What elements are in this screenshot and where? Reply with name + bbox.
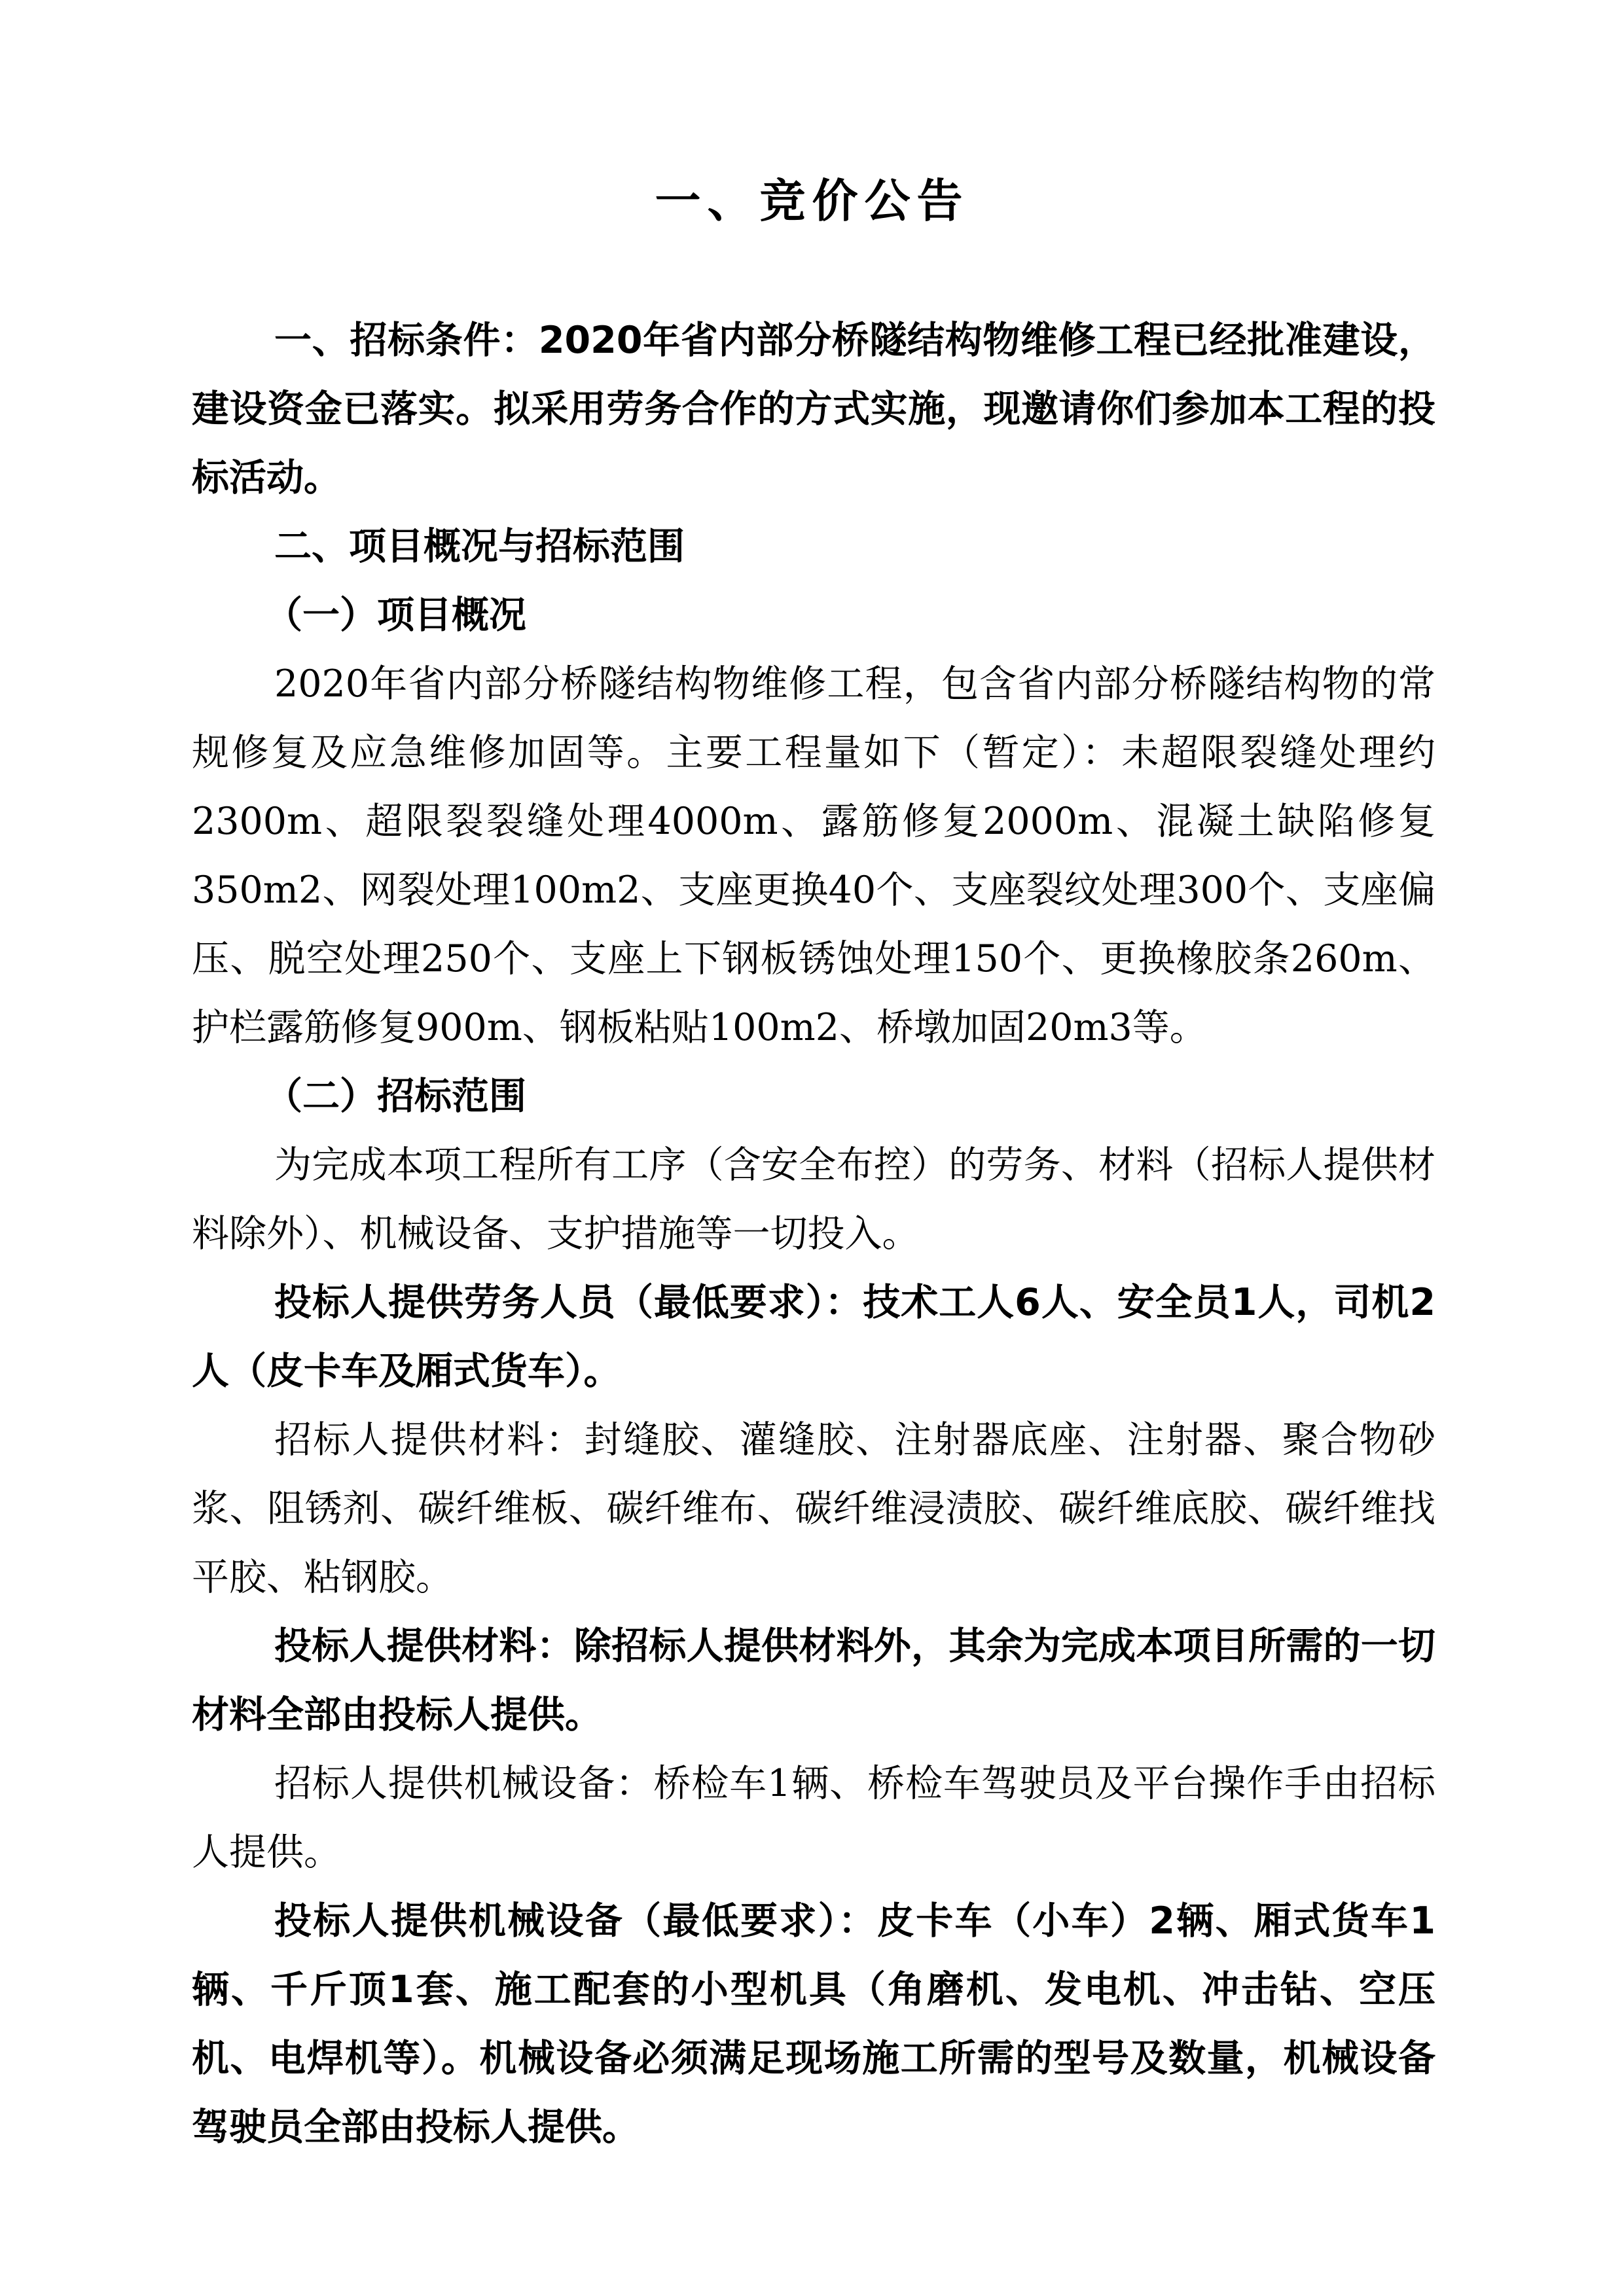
paragraph-owner-equipment: 招标人提供机械设备：桥检车1辆、桥检车驾驶员及平台操作手由招标人提供。: [192, 1762, 1435, 1874]
paragraph-bidding-conditions: 一、招标条件：2020年省内部分桥隧结构物维修工程已经批准建设，建设资金已落实。拟采用劳务合作的方式实施，现邀请你们参加本工程的投标活动。: [192, 319, 1435, 499]
paragraph-bidder-equipment: 投标人提供机械设备（最低要求）：皮卡车（小车）2辆、厢式货车1辆、千斤顶1套、施工配套的小型机具（角磨机、发电机、冲击钻、空压机、电焊机等）。机械设备必须满足现场施工所需的型号及数量，机械设备驾驶员全部由投标人提供。: [192, 1899, 1435, 2149]
subheading-bidding-scope: （二）招标范围: [265, 1075, 526, 1118]
paragraph-project-overview: 2020年省内部分桥隧结构物维修工程，包含省内部分桥隧结构物的常规修复及应急维修加固等。主要工程量如下（暂定）：未超限裂缝处理约2300m、超限裂裂缝处理4000m、露筋修复2000m、混凝土缺陷修复350m2、网裂处理100m2、支座更换40个、支座裂纹处理300个、支座偏压、脱空处理250个、支座上下钢板锈蚀处理150个、更换橡胶条260m、护栏露筋修复900m、钢板粘贴100m2、桥墩加固20m3等。: [192, 662, 1435, 1049]
document-body: [192, 306, 1435, 2162]
paragraph-bidding-scope: 为完成本项工程所有工序（含安全布控）的劳务、材料（招标人提供材料除外）、机械设备、支护措施等一切投入。: [192, 1143, 1435, 1255]
paragraph-owner-materials: 招标人提供材料：封缝胶、灌缝胶、注射器底座、注射器、聚合物砂浆、阻锈剂、碳纤维板、碳纤维布、碳纤维浸渍胶、碳纤维底胶、碳纤维找平胶、粘钢胶。: [192, 1418, 1435, 1599]
section-heading-project-overview-scope: 二、项目概况与招标范围: [274, 525, 685, 568]
paragraph-bidder-labor: 投标人提供劳务人员（最低要求）：技术工人6人、安全员1人，司机2人（皮卡车及厢式货车）。: [192, 1281, 1435, 1393]
page-title: 一、竞价公告: [655, 174, 969, 228]
subheading-project-overview: （一）项目概况: [265, 594, 526, 637]
paragraph-bidder-materials: 投标人提供材料：除招标人提供材料外，其余为完成本项目所需的一切材料全部由投标人提供。: [192, 1624, 1435, 1736]
